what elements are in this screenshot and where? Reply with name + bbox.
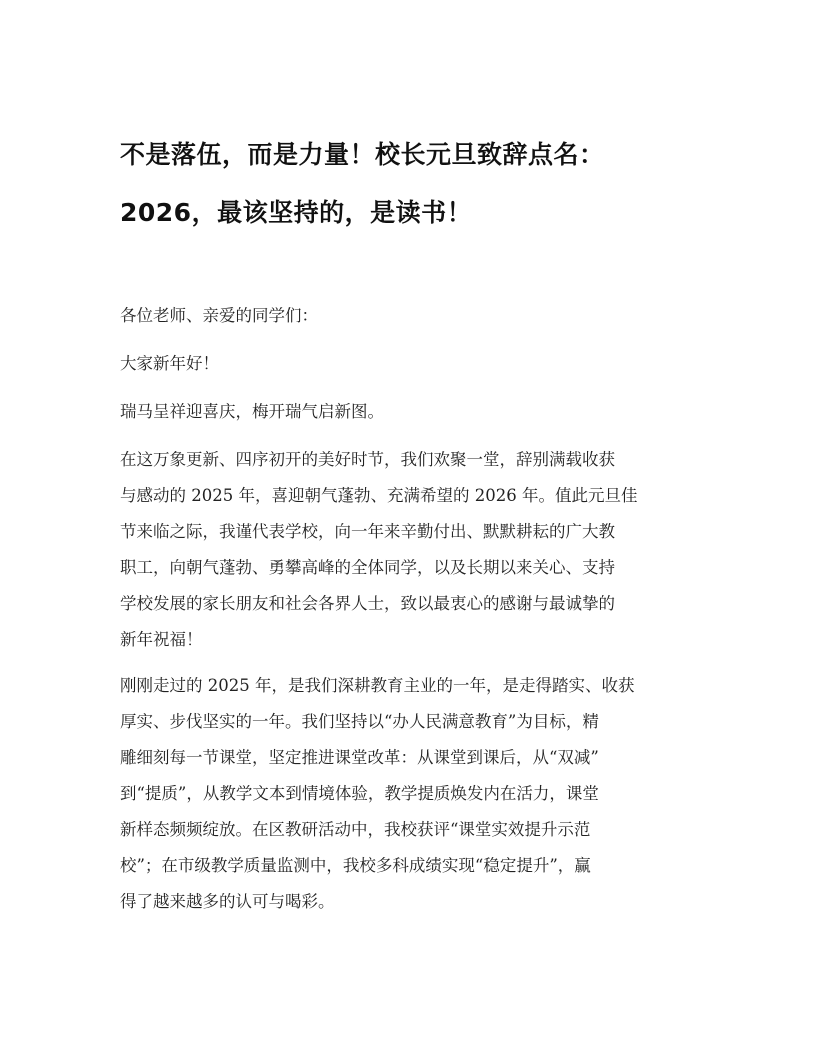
text-line: 与感动的 2025 年，喜迎朝气蓬勃、充满希望的 2026 年。值此元旦佳 <box>120 486 638 505</box>
text-line: 厚实、步伐坚实的一年。我们坚持以“办人民满意教育”为目标，精 <box>120 712 599 731</box>
title-line: 不是落伍，而是力量！校长元旦致辞点名： <box>120 140 605 169</box>
text-line: 节来临之际，我谨代表学校，向一年来辛勤付出、默默耕耘的广大教 <box>120 522 615 541</box>
text-line: 各位老师、亲爱的同学们： <box>120 306 318 325</box>
couplet-paragraph <box>120 394 700 430</box>
text-line: 新样态频频绽放。在区教研活动中，我校获评“课堂实效提升示范 <box>120 820 591 839</box>
title-line: 2026，最该坚持的，是读书！ <box>120 198 473 227</box>
text-line: 刚刚走过的 2025 年，是我们深耕教育主业的一年，是走得踏实、收获 <box>120 676 635 695</box>
document-title <box>120 126 720 242</box>
text-line: 校”；在市级教学质量监测中，我校多科成绩实现“稳定提升”，赢 <box>120 856 591 875</box>
document-body <box>120 298 700 930</box>
greeting-paragraph <box>120 346 700 382</box>
text-line: 在这万象更新、四序初开的美好时节，我们欢聚一堂，辞别满载收获 <box>120 450 615 469</box>
text-line: 职工，向朝气蓬勃、勇攀高峰的全体同学，以及长期以来关心、支持 <box>120 558 615 577</box>
text-line: 新年祝福！ <box>120 630 203 649</box>
text-line: 学校发展的家长朋友和社会各界人士，致以最衷心的感谢与最诚挚的 <box>120 594 615 613</box>
text-line: 得了越来越多的认可与喝彩。 <box>120 892 335 911</box>
text-line: 大家新年好！ <box>120 354 219 373</box>
thanks-paragraph <box>120 442 700 658</box>
text-line: 到“提质”，从教学文本到情境体验，教学提质焕发内在活力，课堂 <box>120 784 599 803</box>
text-line: 瑞马呈祥迎喜庆，梅开瑞气启新图。 <box>120 402 384 421</box>
text-line: 雕细刻每一节课堂，坚定推进课堂改革：从课堂到课后，从“双减” <box>120 748 599 767</box>
salutation-paragraph <box>120 298 700 334</box>
review-paragraph <box>120 668 700 920</box>
